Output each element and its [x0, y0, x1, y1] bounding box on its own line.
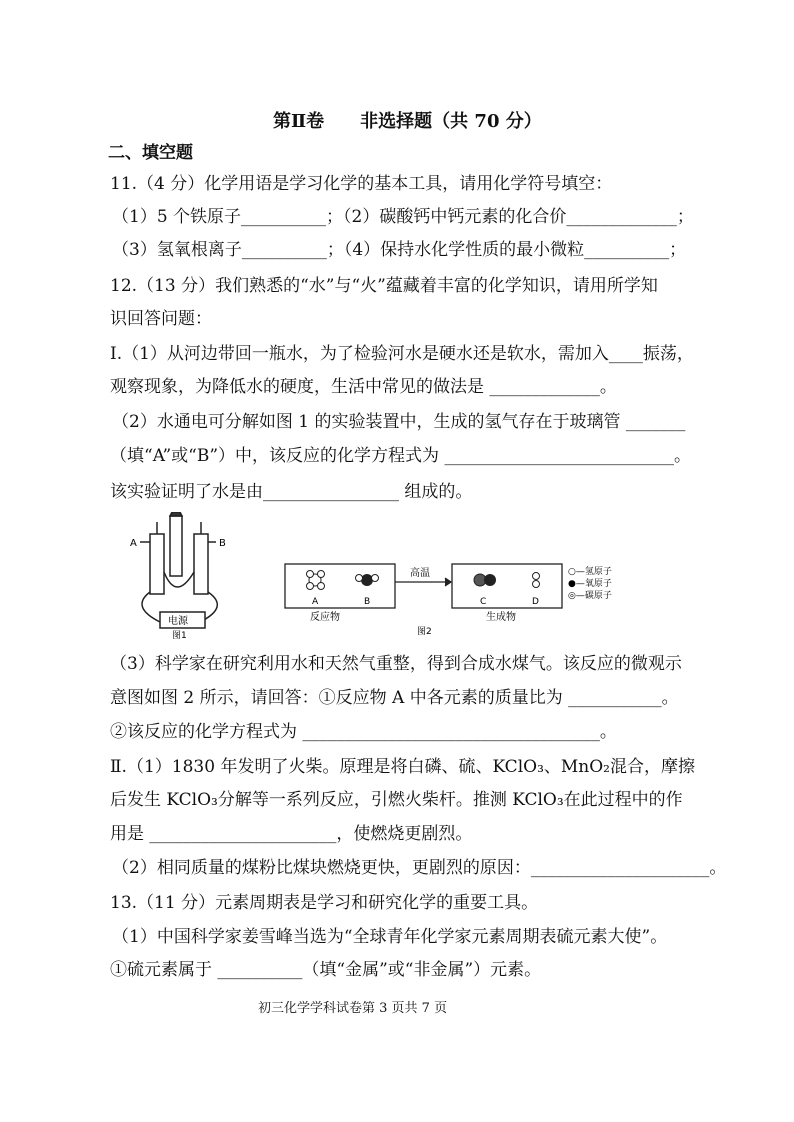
reactant-a-molecule [307, 571, 325, 590]
figure-2-label-a: A [312, 597, 319, 607]
q12-ii1-a: Ⅱ.（1）1830 年发明了火柴。原理是将白磷、硫、KClO₃、MnO₂混合，摩擦 [110, 757, 695, 777]
legend-oxygen: ●—氧原子 [568, 579, 612, 589]
figure-2-label-d: D [532, 597, 539, 607]
figure-1-label-b: B [219, 538, 226, 549]
q12-i3-b: 意图如图 2 所示，请回答：①反应物 A 中各元素的质量比为 ___________。 [110, 688, 679, 708]
figure-1-caption: 图1 [172, 631, 187, 641]
page-footer: 初三化学学科试卷第 3 页共 7 页 [258, 1001, 448, 1016]
figure-2-arrow-label: 高温 [410, 568, 430, 579]
q11-stem: 11.（4 分）化学用语是学习化学的基本工具，请用化学符号填空： [110, 174, 613, 194]
figure-2-caption: 图2 [417, 627, 432, 637]
q13-p1: （1）中国科学家姜雪峰当选为“全球青年化学家元素周期表硫元素大使”。 [112, 927, 668, 947]
q12-i2-a: （2）水通电可分解如图 1 的实验装置中，生成的氢气存在于玻璃管 _______ [112, 412, 686, 432]
experiment-figures [120, 512, 660, 642]
figure-2-label-c: C [480, 597, 487, 607]
legend-carbon: ◎—碳原子 [568, 591, 612, 601]
legend-hydrogen: ○—氢原子 [568, 567, 612, 577]
figure-2-reactants-label: 反应物 [310, 612, 340, 623]
q12-i3-c: ②该反应的化学方程式为 ___________________________________。 [110, 722, 617, 742]
q13-stem: 13.（11 分）元素周期表是学习和研究化学的重要工具。 [110, 893, 539, 913]
q12-i2-c: 该实验证明了水是由________________ 组成的。 [110, 482, 473, 502]
product-c-molecule [474, 574, 496, 586]
q11-row1: （1）5 个铁原子__________；（2）碳酸钙中钙元素的化合价_____________； [112, 207, 694, 227]
q12-i3-a: （3）科学家在研究利用水和天然气重整，得到合成水煤气。该反应的微观示 [110, 654, 682, 674]
q12-ii1-b: 后发生 KClO₃分解等一系列反应，引燃火柴杆。推测 KClO₃在此过程中的作 [110, 790, 683, 810]
figure-1-power-label: 电源 [168, 616, 188, 627]
q12-ii1-c: 用是 ______________________，使燃烧更剧烈。 [110, 824, 473, 844]
figure-1-label-a: A [130, 538, 137, 549]
q12-ii2: （2）相同质量的煤粉比煤块燃烧更快，更剧烈的原因：_____________________。 [112, 858, 727, 878]
q12-stem-2: 识回答问题： [110, 309, 212, 329]
q12-i1-a: Ⅰ.（1）从河边带回一瓶水，为了检验河水是硬水还是软水，需加入____振荡， [110, 344, 694, 364]
section-heading: 二、填空题 [108, 143, 193, 163]
section-title: 第Ⅱ卷 非选择题（共 70 分） [273, 111, 542, 132]
q12-stem-1: 12.（13 分）我们熟悉的“水”与“火”蕴藏着丰富的化学知识，请用所学知 [110, 276, 658, 296]
q12-i2-b: （填“A”或“B”）中，该反应的化学方程式为 ___________________________。 [110, 446, 691, 466]
reactant-b-molecule [356, 574, 379, 586]
figure-2-label-b: B [364, 597, 371, 607]
q12-i1-b: 观察现象，为降低水的硬度，生活中常见的做法是 _____________。 [110, 377, 617, 397]
q13-p1a: ①硫元素属于 __________（填“金属”或“非金属”）元素。 [110, 960, 542, 980]
figure-2-products-label: 生成物 [486, 612, 516, 623]
product-d-molecule [533, 573, 540, 588]
q11-row2: （3）氢氧根离子__________；（4）保持水化学性质的最小微粒__________； [112, 240, 687, 260]
figure-1-electrolysis-apparatus [140, 512, 217, 628]
